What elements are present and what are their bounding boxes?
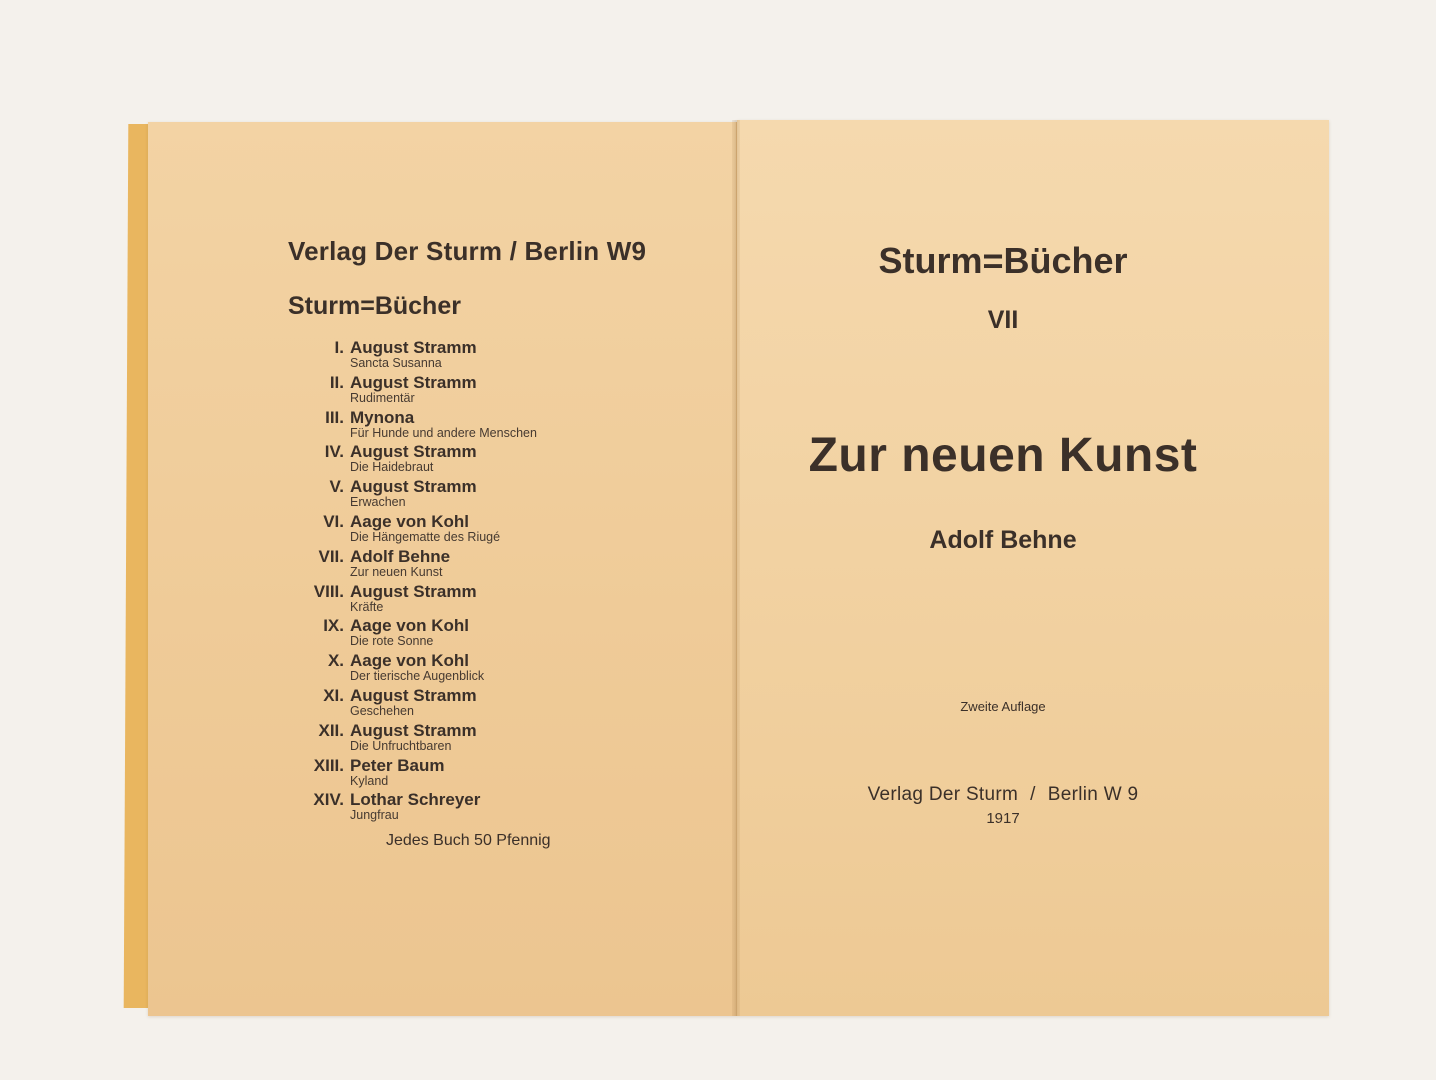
- catalog-entry: [296, 721, 616, 756]
- book-author: Adolf Behne: [929, 526, 1077, 554]
- catalog-entry: [296, 547, 616, 582]
- catalog-entry: [296, 373, 616, 408]
- left-publisher-heading: Verlag Der Sturm / Berlin W9: [288, 236, 647, 266]
- left-series-heading: Sturm=Bücher: [288, 292, 461, 320]
- catalog-numeral: I.: [334, 338, 344, 357]
- book-title: Zur neuen Kunst: [808, 429, 1198, 482]
- imprint-separator: /: [1030, 784, 1036, 805]
- publication-year: 1917: [986, 810, 1020, 827]
- catalog-author: Lothar Schreyer: [350, 790, 481, 810]
- catalog-author: Aage von Kohl: [350, 651, 470, 671]
- catalog-numeral: V.: [329, 477, 344, 497]
- catalog-numeral: XII.: [318, 720, 344, 740]
- imprint-publisher: Verlag Der Sturm: [867, 784, 1019, 805]
- catalog-author: August Stramm: [350, 720, 477, 740]
- catalog-numeral: XI.: [323, 685, 344, 705]
- catalog-numeral: X.: [327, 651, 344, 671]
- catalog-work-title: Die rote Sonne: [350, 634, 434, 649]
- catalog-author: Aage von Kohl: [350, 511, 470, 531]
- catalog-numeral: II.: [329, 372, 344, 392]
- catalog-author: Adolf Behne: [350, 546, 451, 566]
- catalog-work-title: Die Unfruchtbaren: [350, 738, 452, 753]
- right-series-heading: Sturm=Bücher: [878, 240, 1128, 281]
- catalog-numeral: XIII.: [313, 755, 344, 775]
- imprint-line: [737, 784, 1269, 806]
- catalog-numeral: XIV.: [313, 790, 344, 810]
- catalog-work-title: Die Hängematte des Riugé: [350, 529, 501, 544]
- catalog-work-title: Zur neuen Kunst: [350, 564, 443, 579]
- series-catalog-list: [296, 338, 616, 825]
- catalog-numeral: IX.: [323, 616, 344, 636]
- imprint-city: Berlin W 9: [1047, 784, 1139, 805]
- catalog-author: Aage von Kohl: [350, 616, 470, 636]
- catalog-entry: [296, 338, 616, 373]
- catalog-numeral: III.: [325, 407, 344, 427]
- catalog-work-title: Der tierische Augenblick: [350, 669, 485, 684]
- catalog-author: August Stramm: [350, 685, 477, 705]
- catalog-entry: [296, 616, 616, 651]
- catalog-numeral: VIII.: [313, 581, 344, 601]
- catalog-numeral: VI.: [323, 511, 344, 531]
- catalog-entry: [296, 442, 616, 477]
- catalog-entry: [296, 582, 616, 617]
- catalog-work-title: Sancta Susanna: [350, 356, 442, 370]
- catalog-author: August Stramm: [350, 372, 477, 392]
- catalog-entry: [296, 686, 616, 721]
- catalog-work-title: Kräfte: [350, 599, 384, 614]
- catalog-entry: [296, 512, 616, 547]
- catalog-work-title: Kyland: [350, 773, 389, 788]
- catalog-entry: [296, 651, 616, 686]
- catalog-entry: [296, 408, 616, 443]
- catalog-author: Mynona: [350, 407, 415, 427]
- edition-note: Zweite Auflage: [960, 699, 1046, 714]
- catalog-author: August Stramm: [350, 477, 477, 497]
- catalog-work-title: Rudimentär: [350, 390, 415, 405]
- catalog-entry: [296, 790, 616, 825]
- catalog-work-title: Erwachen: [350, 495, 406, 510]
- catalog-entry: [296, 477, 616, 512]
- catalog-work-title: Die Haidebraut: [350, 460, 434, 475]
- catalog-work-title: Geschehen: [350, 703, 414, 718]
- catalog-numeral: VII.: [318, 546, 344, 566]
- price-note: Jedes Buch 50 Pfennig: [386, 832, 551, 849]
- volume-number: VII: [987, 306, 1019, 334]
- catalog-author: Peter Baum: [350, 755, 445, 775]
- catalog-work-title: Für Hunde und andere Menschen: [350, 425, 537, 440]
- catalog-work-title: Jungfrau: [350, 808, 399, 823]
- catalog-author: August Stramm: [350, 581, 477, 601]
- catalog-author: August Stramm: [350, 442, 477, 462]
- catalog-entry: [296, 756, 616, 791]
- catalog-author: August Stramm: [350, 338, 477, 357]
- catalog-numeral: IV.: [324, 442, 344, 462]
